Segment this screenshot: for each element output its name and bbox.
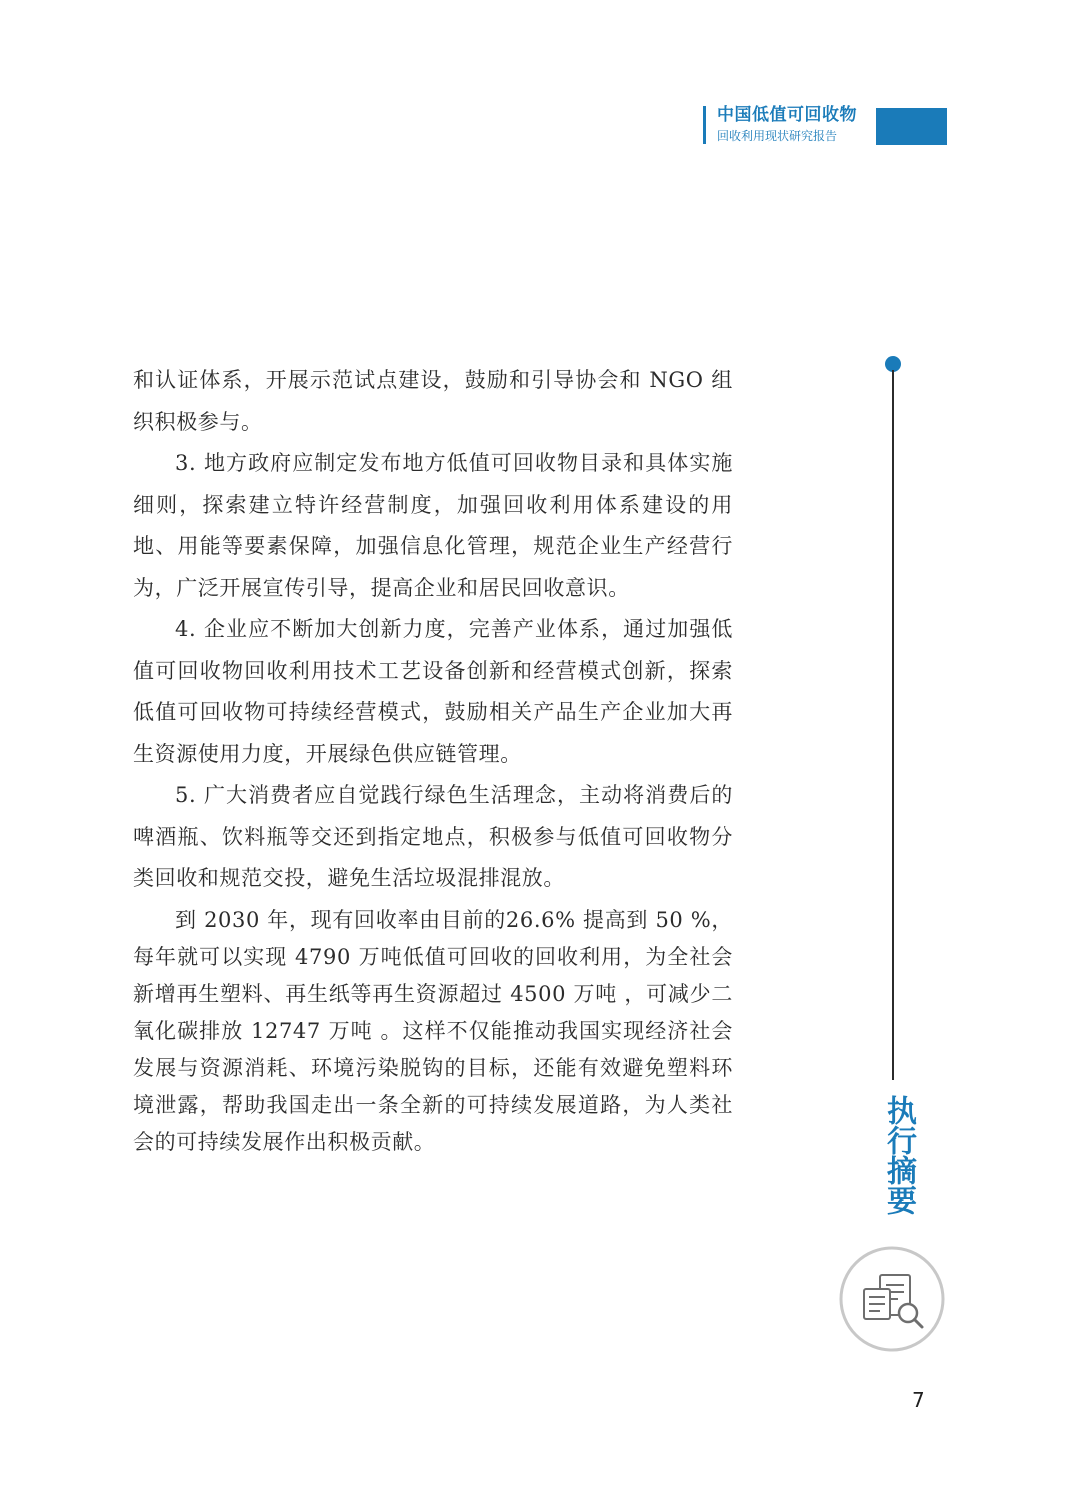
page-number: 7 — [912, 1388, 925, 1412]
section-title-vertical: 执行摘要 — [881, 1095, 916, 1215]
header-color-block — [876, 108, 947, 145]
header-title: 中国低值可回收物 — [717, 105, 857, 125]
header-divider-bar — [703, 106, 706, 144]
paragraph-item-5: 5. 广大消费者应自觉践行绿色生活理念，主动将消费后的啤酒瓶、饮料瓶等交还到指定地点，积极参与低值可回收物分类回收和规范交投，避免生活垃圾混排混放。 — [133, 783, 733, 890]
paragraph-conclusion: 到 2030 年，现有回收率由目前的26.6% 提高到 50 %，每年就可以实现 4790 万吨低值可回收的回收利用，为全社会新增再生塑料、再生纸等再生资源超过 4500 万吨 ，可减少二氧化碳排放 12747 万吨 。这样不仅能推动我国实现经济社会发展与资源消耗、环境污染脱钩的目标，还能有效避免塑料环境泄露，帮助我国走出一条全新的可持续发展道路，为人类社会的可持续发展作出积极贡献。 — [133, 907, 733, 1154]
paragraph-continuation: 和认证体系，开展示范试点建设，鼓励和引导协会和 NGO 组织积极参与。 — [133, 368, 733, 434]
paragraph-item-4: 4. 企业应不断加大创新力度，完善产业体系，通过加强低值可回收物回收利用技术工艺设备创新和经营模式创新，探索低值可回收物可持续经营模式，鼓励相关产品生产企业加大再生资源使用力度，开展绿色供应链管理。 — [133, 617, 733, 766]
sidebar-vertical-line — [892, 370, 894, 1080]
paragraph-item-3: 3. 地方政府应制定发布地方低值可回收物目录和具体实施细则，探索建立特许经营制度，加强回收利用体系建设的用地、用能等要素保障，加强信息化管理，规范企业生产经营行为，广泛开展宣传引导，提高企业和居民回收意识。 — [133, 451, 733, 600]
header-subtitle: 回收利用现状研究报告 — [717, 129, 838, 143]
running-header — [703, 104, 947, 144]
report-search-icon — [838, 1245, 946, 1353]
body-text — [133, 360, 733, 1161]
